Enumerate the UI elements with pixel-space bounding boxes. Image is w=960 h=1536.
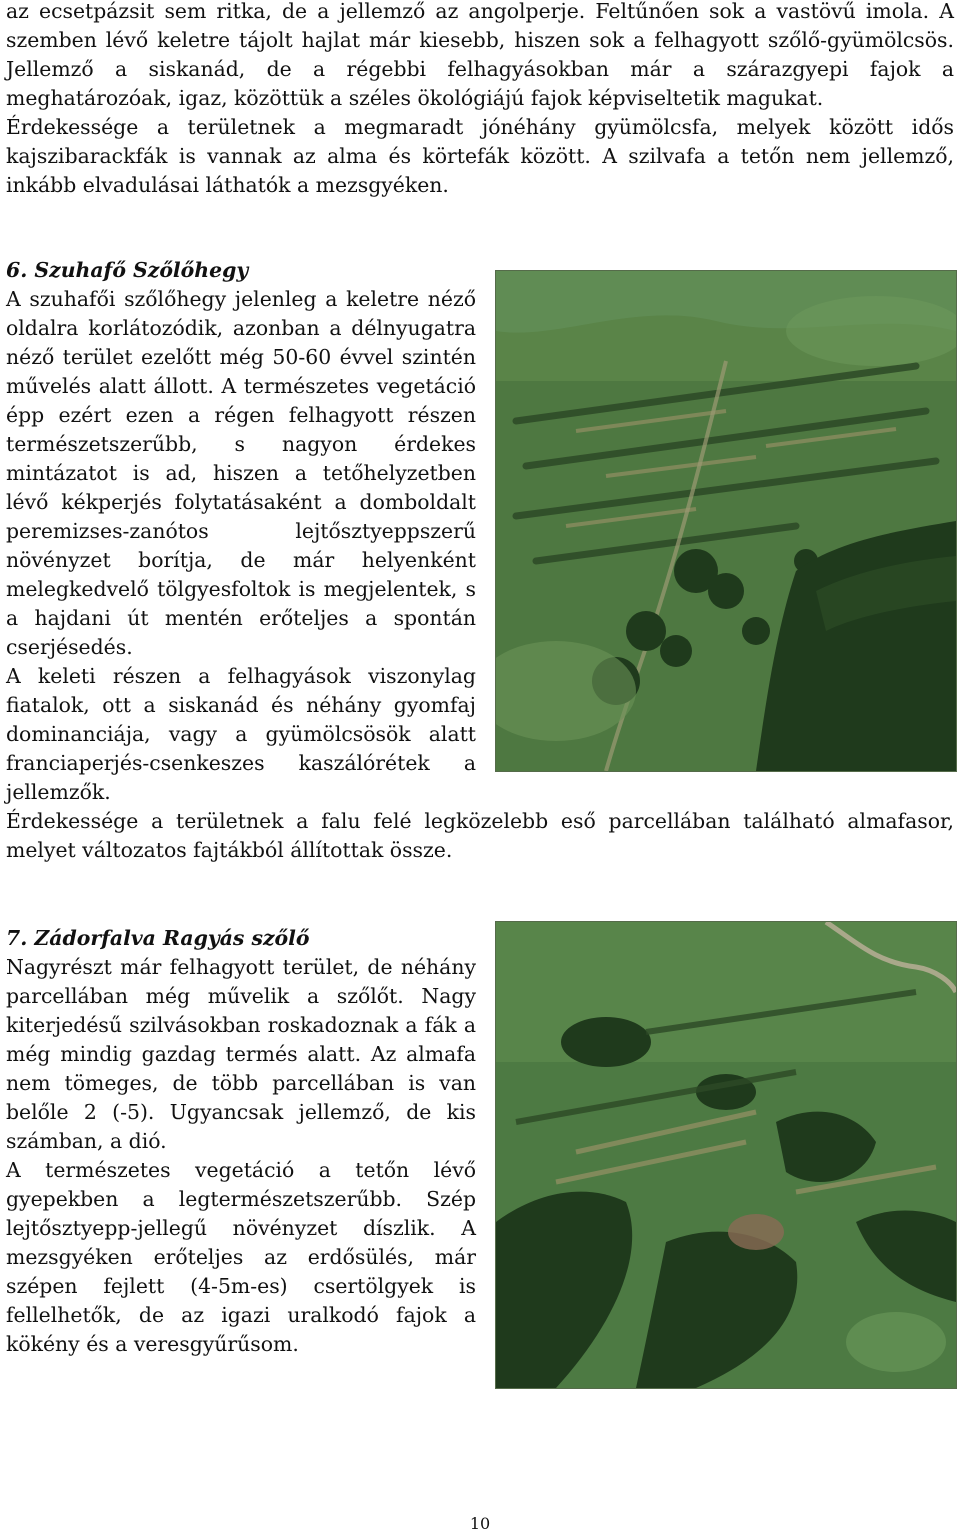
section-7-title: 7. Zádorfalva Ragyás szőlő [6, 926, 310, 950]
section-6-paragraph-3: Érdekessége a területnek a falu felé legközelebb eső parcellában található almafasor, melyet változatos fajtákból állítottak össze. [6, 809, 954, 862]
section-6-title: 6. Szuhafő Szőlőhegy [6, 258, 249, 282]
section-6-paragraph-2: A keleti részen a felhagyások viszonylag fiatalok, ott a siskanád és néhány gyomfaj dominanciája, vagy a gyümölcsösök alatt franciaperjés-csenkeszes kaszálórétek a jellemzők. [6, 664, 476, 804]
page-number: 10 [469, 1514, 491, 1533]
intro-paragraph-1: az ecsetpázsit sem ritka, de a jellemző az angolperje. Feltűnően sok a vastövű imola. A szemben lévő keletre tájolt hajlat már kiesebb, hiszen sok a felhagyott szőlő-gyümölcsös. Jellemző a siskanád, de a régebbi felhagyásokban már a szárazgyepi fajok a meghatározóak, igaz, közöttük a széles ökológiájú fajok képviseltetik magukat. [6, 0, 954, 110]
aerial-photo-zadorfalva [495, 921, 957, 1389]
section-7-paragraph-1: Nagyrészt már felhagyott terület, de néhány parcellában még művelik a szőlőt. Nagy kiterjedésű szilvásokban roskadoznak a fák a még mindig gazdag termés alatt. Az almafa nem tömeges, de több parcellában is van belőle 2 (-5). Ugyancsak jellemző, de kis számban, a dió. [6, 955, 476, 1153]
section-6-paragraph-1: A szuhafői szőlőhegy jelenleg a keletre néző oldalra korlátozódik, azonban a délnyugatra néző terület ezelőtt még 50-60 évvel szintén művelés alatt állott. A természetes vegetáció épp ezért ezen a régen felhagyott részen természetszerűbb, s nagyon érdekes mintázatot is ad, hiszen a tetőhelyzetben lévő kékperjés folytatásaként a domboldalt peremizses-zanótos lejtősztyeppszerű növényzet borítja, de már helyenként melegkedvelő tölgyesfoltok is megjelentek, s a hajdani út mentén erőteljes a spontán cserjésedés. [6, 287, 476, 659]
intro-paragraph-2: Érdekessége a területnek a megmaradt jónéhány gyümölcsfa, melyek között idős kajszibarackfák is vannak az alma és körtefák között. A szilvafa a tetőn nem jellemző, inkább elvadulásai láthatók a mezsgyéken. [6, 115, 954, 197]
aerial-photo-szuhafo [495, 270, 957, 772]
section-7-paragraph-2: A természetes vegetáció a tetőn lévő gyepekben a legtermészetszerűbb. Szép lejtősztyepp-jellegű növényzet díszlik. A mezsgyéken erőteljes az erdősülés, már szépen fejlett (4-5m-es) csertölgyek is fellelhetők, de az igazi uralkodó fajok a kökény és a veresgyűrűsom. [6, 1158, 476, 1356]
